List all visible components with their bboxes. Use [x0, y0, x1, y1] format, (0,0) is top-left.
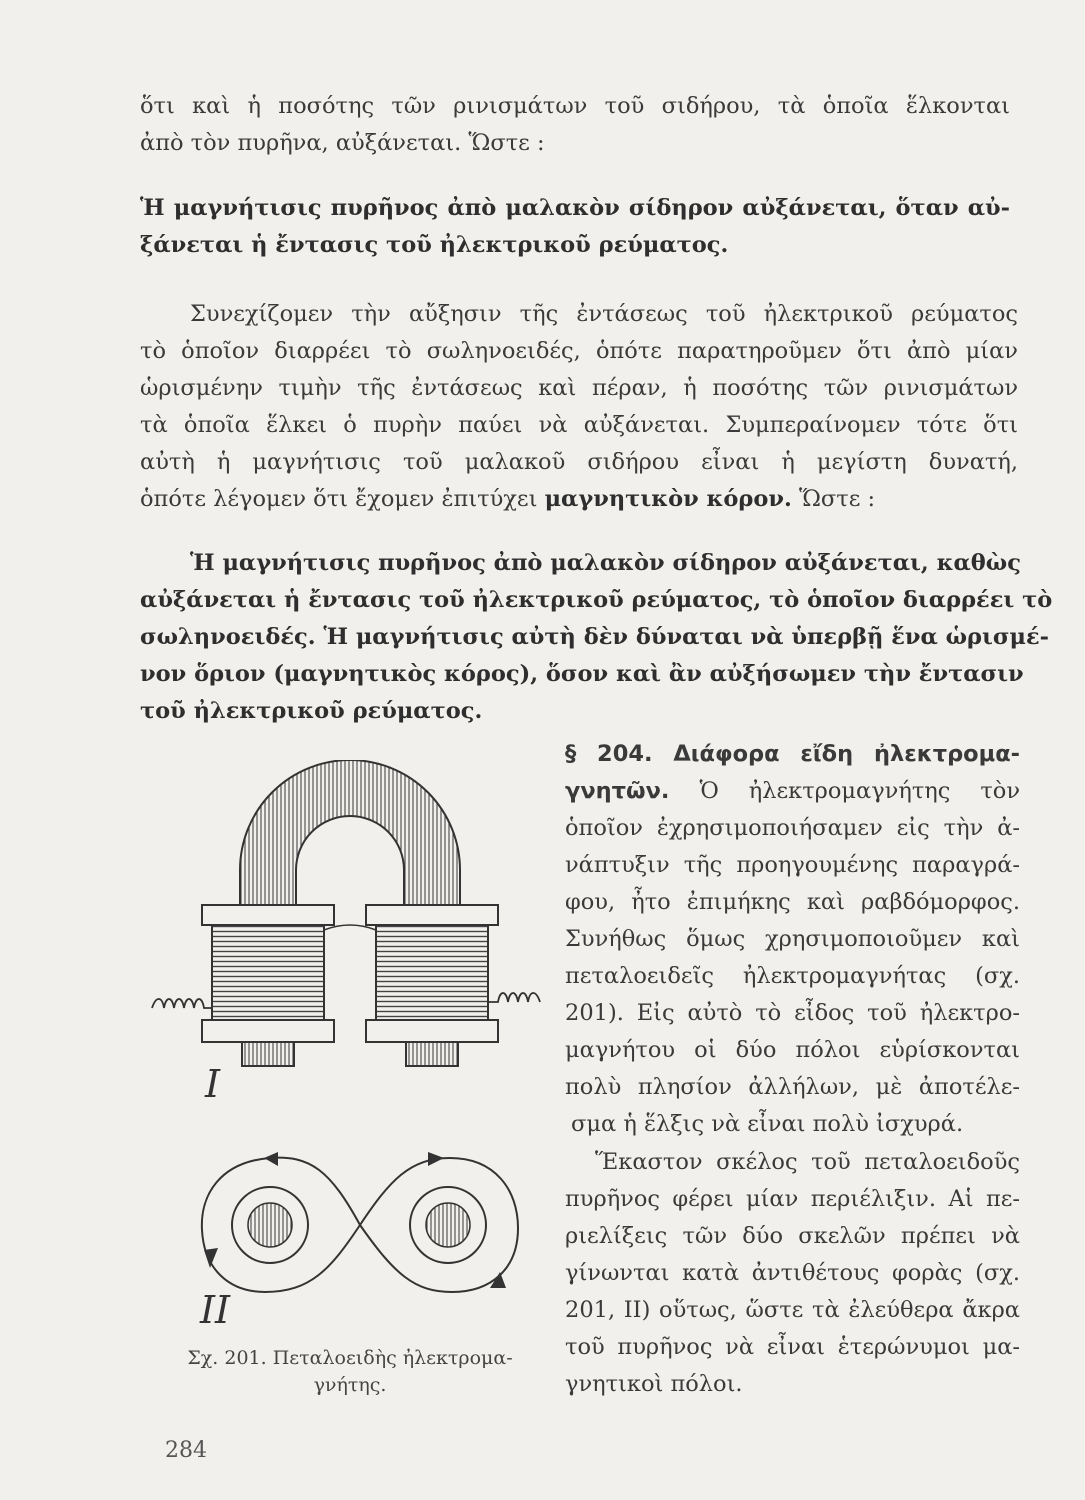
- text-line: Συνεχίζομεν τὴν αὔξησιν τῆς ἐντάσεως τοῦ ἠλεκτρικοῦ ρεύματος: [190, 301, 1018, 327]
- paragraph-2: [140, 296, 1018, 518]
- paragraph-3: [565, 1144, 1020, 1403]
- text-segment: Ὥστε :: [798, 486, 876, 512]
- figure-caption: [160, 1345, 540, 1399]
- text-line: ξάνεται ἡ ἔντασις τοῦ ἠλεκτρικοῦ ρεύματος.: [140, 232, 729, 258]
- right-pole-core: [426, 1203, 470, 1247]
- text-line: 201, ΙΙ) οὕτως, ὥστε τὰ ἐλεύθερα ἄκρα: [565, 1297, 1020, 1323]
- left-coil: [202, 905, 334, 1066]
- text-line: σωληνοειδές. Ἡ μαγνήτισις αὐτὴ δὲν δύναται νὰ ὑπερβῇ ἕνα ὡρισμέ-: [140, 624, 1049, 650]
- text-line: μαγνήτου οἱ δύο πόλοι εὑρίσκονται: [565, 1037, 1020, 1063]
- text-line: νάπτυξιν τῆς προηγουμένης παραγρά-: [565, 852, 1020, 878]
- text-line: ὡρισμένην τιμὴν τῆς ἐντάσεως καὶ πέραν, ἡ ποσότης τῶν ρινισμάτων: [140, 375, 1018, 401]
- section-heading-end: γνητῶν.: [565, 778, 670, 804]
- rule-1: [140, 190, 1010, 264]
- text-line: φου, ἦτο ἐπιμήκης καὶ ραβδόμορφος.: [565, 889, 1020, 915]
- text-line: γίνωνται κατὰ ἀντιθέτους φορὰς (σχ.: [565, 1260, 1020, 1286]
- left-lead-wire: [152, 999, 212, 1008]
- right-lead-wire: [488, 993, 540, 1002]
- paragraph-1: [140, 88, 1010, 162]
- section-heading: § 204. Διάφορα εἴδη ἠλεκτρομα-: [565, 741, 1020, 767]
- rule-2: [140, 545, 1053, 730]
- text-line: Ἡ μαγνήτισις πυρῆνος ἀπὸ μαλακὸν σίδηρον αὐξάνεται, καθὼς: [190, 550, 1021, 576]
- arrow-icon: [264, 1152, 278, 1166]
- text-line: πυρῆνος φέρει μίαν περιέλιξιν. Αἱ πε-: [565, 1186, 1020, 1212]
- right-coil: [366, 905, 498, 1066]
- figure-label-2: II: [200, 1288, 231, 1332]
- text-line: ἀπὸ τὸν πυρῆνα, αὐξάνεται. Ὥστε :: [140, 130, 545, 156]
- caption-line: Σχ. 201. Πεταλοειδὴς ἠλεκτρομα-: [187, 1347, 513, 1369]
- text-line: πεταλοειδεῖς ἠλεκτρομαγνήτας (σχ.: [565, 963, 1020, 989]
- text-line: πολὺ πλησίον ἀλλήλων, μὲ ἀποτέλε-: [565, 1074, 1020, 1100]
- text-line: αὐξάνεται ἡ ἔντασις τοῦ ἠλεκτρικοῦ ρεύματος, τὸ ὁποῖον διαρρέει τὸ: [140, 587, 1053, 613]
- text-line: Συνήθως ὅμως χρησιμοποιοῦμεν καὶ: [565, 926, 1020, 952]
- text-line: Ἕκαστον σκέλος τοῦ πεταλοειδοῦς: [595, 1149, 1020, 1175]
- arrow-icon: [428, 1152, 444, 1166]
- text-line: τὸ ὁποῖον διαρρέει τὸ σωληνοειδές, ὁπότε παρατηροῦμεν ὅτι ἀπὸ μίαν: [140, 338, 1018, 364]
- text-line: αὐτὴ ἡ μαγνήτισις τοῦ μαλακοῦ σιδήρου εἶναι ἡ μεγίστη δυνατή,: [140, 449, 1018, 475]
- text-line: Ἡ μαγνήτισις πυρῆνος ἀπὸ μαλακὸν σίδηρον αὐξάνεται, ὅταν αὐ-: [140, 195, 1010, 221]
- text-line: ὅτι καὶ ἡ ποσότης τῶν ρινισμάτων τοῦ σιδήρου, τὰ ὁποῖα ἕλκονται: [140, 93, 1010, 119]
- section-204: [565, 736, 1020, 1143]
- arrow-icon: [204, 1248, 218, 1268]
- winding-direction-figure: [190, 1150, 530, 1300]
- text-line: 201). Εἰς αὐτὸ τὸ εἶδος τοῦ ἠλεκτρο-: [565, 1000, 1020, 1026]
- text-line: τοῦ ἠλεκτρικοῦ ρεύματος.: [140, 698, 483, 724]
- text-line: [140, 481, 1018, 518]
- text-line: ριελίξεις τῶν δύο σκελῶν πρέπει νὰ: [565, 1223, 1020, 1249]
- bold-term: μαγνητικὸν κόρον.: [544, 486, 792, 512]
- page-number: 284: [165, 1438, 207, 1463]
- left-pole-core: [248, 1203, 292, 1247]
- horseshoe-core: [240, 760, 460, 908]
- caption-line: γνήτης.: [313, 1374, 387, 1396]
- figure-label-1: I: [205, 1062, 221, 1106]
- text-line: νον ὅριον (μαγνητικὸς κόρος), ὅσον καὶ ἂν αὐξήσωμεν τὴν ἔντασιν: [140, 661, 1024, 687]
- text-line: τὰ ὁποῖα ἕλκει ὁ πυρὴν παύει νὰ αὐξάνεται. Συμπεραίνομεν τότε ὅτι: [140, 412, 1018, 438]
- horseshoe-electromagnet-figure: [140, 760, 560, 1090]
- text-line: σμα ἡ ἕλξις νὰ εἶναι πολὺ ἰσχυρά.: [571, 1111, 964, 1137]
- text-line: [565, 773, 1020, 810]
- text-segment: ὁπότε λέγομεν ὅτι ἔχομεν ἐπιτύχει: [140, 486, 538, 512]
- text-line: ὁποῖον ἐχρησιμοποιήσαμεν εἰς τὴν ἀ-: [565, 815, 1020, 841]
- text-line: γνητικοὶ πόλοι.: [565, 1371, 743, 1397]
- text-line: τοῦ πυρῆνος νὰ εἶναι ἑτερώνυμοι μα-: [565, 1334, 1020, 1360]
- text-segment: Ὁ ἠλεκτρομαγνήτης τὸν: [699, 778, 1020, 804]
